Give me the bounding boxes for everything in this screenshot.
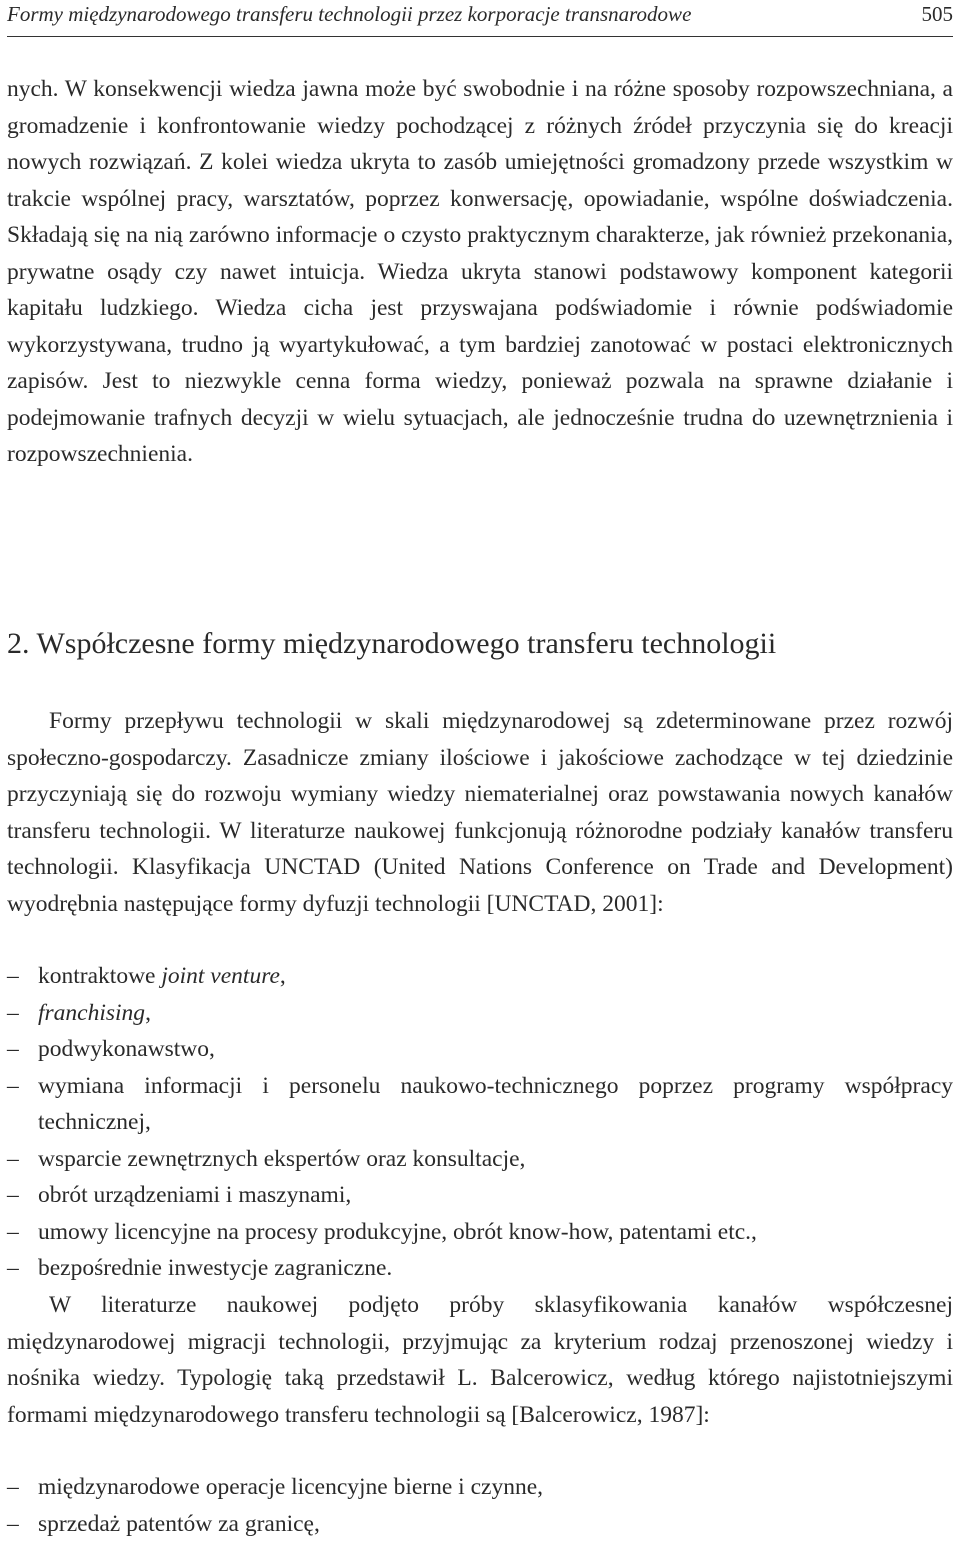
list-item-text: wsparcie zewnętrznych ekspertów oraz konsultacje, <box>38 1145 526 1172</box>
list-item <box>7 1506 953 1543</box>
list-item-text: podwykonawstwo, <box>38 1036 215 1062</box>
list-dash: – <box>7 1474 19 1500</box>
list-item <box>7 1469 953 1506</box>
body-paragraph-1: nych. W konsekwencji wiedza jawna może być swobodnie i na różne sposoby rozpowszechniana, a gromadzenie i konfrontowanie wiedzy pochodzącej z różnych źródeł przyczynia się do kreacji nowych rozwiązań. Z kolei wiedza ukryta to zasób umiejętności gromadzony przede wszystkim w trakcie wspólnej pracy, warsztatów, poprzez konwersację, opowiadanie, wspólne doświadczenia. Składają się na nią zarówno informacje o czysto praktycznym charakterze, jak również przekonania, prywatne osądy czy nawet intuicja. Wiedza ukryta stanowi podstawowy komponent kategorii kapitału ludzkiego. Wiedza cicha jest przyswajana podświadomie i równie podświadomie wykorzystywana, trudno ją wyartykułować, a tym bardziej zanotować w postaci elektronicznych zapisów. Jest to niezwykle cenna forma wiedzy, ponieważ pozwala na sprawne działanie i podejmowanie trafnych decyzji w wielu sytuacjach, ale jednocześnie trudna do uzewnętrznienia i rozpowszechnienia. <box>7 76 953 467</box>
list-item-suffix: , <box>145 999 151 1026</box>
body-paragraph-2: Formy przepływu technologii w skali międzynarodowej są zdeterminowane przez rozwój społeczno-gospodarczy. Zasadnicze zmiany ilościowe i jakościowe zachodzące w tej dziedzinie przyczyniają się do rozwoju wymiany wiedzy niematerialnej oraz powstawania nowych kanałów transferu technologii. W literaturze naukowej funkcjonują różnorodne podziały kanałów transferu technologii. Klasyfikacja UNCTAD (United Nations Conference on Trade and Development) wyodrębnia następujące formy dyfuzji technologii [UNCTAD, 2001]: <box>7 708 953 917</box>
list-item-italic: joint venture <box>161 963 280 989</box>
list-dash: – <box>7 1145 19 1172</box>
list-item <box>7 1141 953 1178</box>
list-dash: – <box>7 1218 19 1245</box>
transfer-forms-list <box>7 1469 953 1542</box>
list-item-text: wymiana informacji i personelu naukowo-technicznego poprzez programy współpracy technicznej, <box>38 1072 953 1135</box>
list-item-text: bezpośrednie inwestycje zagraniczne. <box>38 1255 393 1281</box>
list-item <box>7 995 953 1032</box>
list-item <box>7 1177 953 1214</box>
list-dash: – <box>7 1072 19 1099</box>
page-number: 505 <box>921 2 953 26</box>
list-dash: – <box>7 1255 19 1281</box>
list-item <box>7 1250 953 1287</box>
list-item <box>7 1068 953 1141</box>
list-item-italic: franchising <box>38 999 146 1026</box>
section-heading: 2. Współczesne formy międzynarodowego transferu technologii <box>7 627 777 660</box>
list-item <box>7 958 953 995</box>
list-dash: – <box>7 999 19 1026</box>
list-dash: – <box>7 1510 19 1537</box>
list-dash: – <box>7 963 19 989</box>
list-dash: – <box>7 1182 19 1208</box>
list-item-text: umowy licencyjne na procesy produkcyjne, obrót know-how, patentami etc., <box>38 1218 757 1245</box>
technology-diffusion-forms-list <box>7 958 953 1287</box>
list-dash: – <box>7 1036 19 1062</box>
page-header <box>7 0 953 37</box>
running-title: Formy międzynarodowego transferu technologii przez korporacje transnarodowe <box>7 2 692 26</box>
list-item-text: obrót urządzeniami i maszynami, <box>38 1182 352 1208</box>
list-item-text: międzynarodowe operacje licencyjne bierne i czynne, <box>38 1474 543 1500</box>
list-item-suffix: , <box>279 963 286 989</box>
list-item <box>7 1214 953 1251</box>
list-item <box>7 1031 953 1068</box>
list-item-text: sprzedaż patentów za granicę, <box>38 1510 320 1537</box>
body-paragraph-3: W literaturze naukowej podjęto próby sklasyfikowania kanałów współczesnej międzynarodowej migracji technologii, przyjmując za kryterium rodzaj przenoszonej wiedzy i nośnika wiedzy. Typologię taką przedstawił L. Balcerowicz, według którego najistotniejszymi formami międzynarodowego transferu technologii są [Balcerowicz, 1987]: <box>7 1292 953 1428</box>
list-item-text: kontraktowe <box>38 963 162 989</box>
